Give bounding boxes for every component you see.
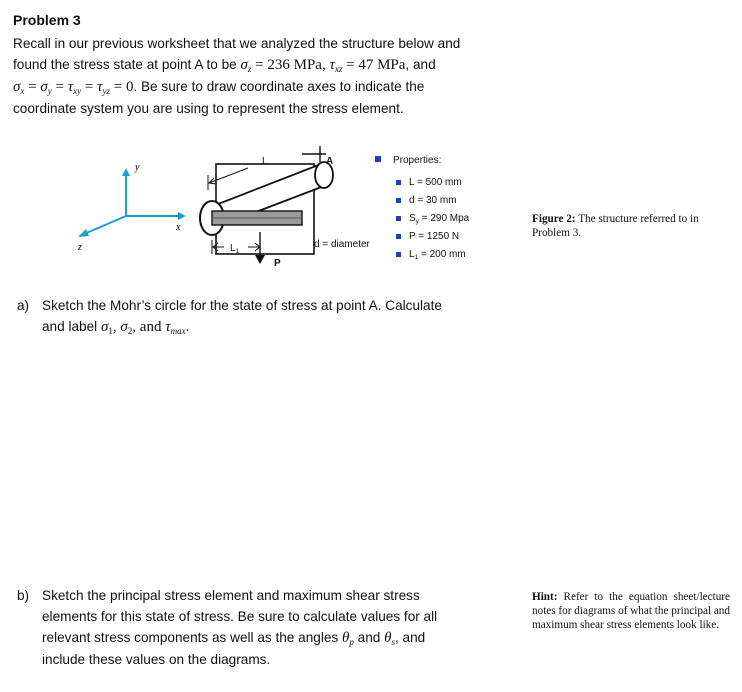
y-axis-label: y xyxy=(135,162,140,173)
property-l1: $L_1 = 200$ mm xyxy=(409,249,466,261)
problem-title: Problem 3 xyxy=(13,12,81,28)
part-b-line-1: Sketch the principal stress element and maximum shear stress xyxy=(42,588,420,603)
part-b xyxy=(17,585,514,670)
zero-stress-equation: $\sigma_x = \sigma_y = \tau_{xy} = \tau_{yz} = 0$ xyxy=(13,79,134,96)
dimension-l1-label: $L_1$ xyxy=(230,243,239,255)
part-b-line-3: relevant stress components as well as the angles $\theta_p$ and $\theta_s$, and xyxy=(42,630,426,647)
point-a-label: A xyxy=(326,156,334,167)
z-axis-label: z xyxy=(78,242,82,253)
tau-xz-value: 47 xyxy=(358,57,374,73)
load-p-label: P xyxy=(274,258,281,269)
dimension-l xyxy=(208,168,248,190)
coordinate-axes xyxy=(84,174,180,234)
properties-bullet xyxy=(375,156,381,162)
property-l: L = 500 mm xyxy=(409,177,462,188)
part-b-label: b) xyxy=(17,588,30,603)
load-p-arrow-icon xyxy=(255,255,265,264)
intro-line-3: $\sigma_x = \sigma_y = \tau_{xy} = \tau_{yz} = 0$. Be sure to draw coordinate axes to indicate the xyxy=(13,79,425,96)
intro-line-2: found the stress state at point A to be $\sigma_z = 236$ MPa, $\tau_{xz} = 47$ MPa, and xyxy=(13,57,436,74)
part-a-line-1: Sketch the Mohr’s circle for the state of stress at point A. Calculate xyxy=(42,298,442,313)
part-b-line-2: elements for this state of stress. Be sure to calculate values for all xyxy=(42,609,438,624)
intro-line-1: Recall in our previous worksheet that we analyzed the structure below and xyxy=(13,36,461,51)
x-axis-arrow-icon xyxy=(178,212,186,220)
z-axis-arrow-icon xyxy=(78,229,89,237)
intro-line-4: coordinate system you are using to represent the stress element. xyxy=(13,101,404,116)
z-axis-line xyxy=(84,216,126,234)
theta-p: $\theta_p$ xyxy=(341,630,354,647)
theta-s: $\theta_s$ xyxy=(384,630,395,647)
part-a xyxy=(17,295,532,338)
sigma-z-equation: $\sigma_z = 236$ MPa, $\tau_{xz} = 47$ MPa xyxy=(240,57,406,74)
x-axis-label: x xyxy=(176,222,181,233)
point-a-marker xyxy=(302,146,326,162)
part-a-label: a) xyxy=(17,298,30,313)
part-a-line-2: and label $\sigma_1$, $\sigma_2$, and $\tau_{max}$. xyxy=(42,319,190,336)
dimension-l-label: L xyxy=(262,156,268,167)
properties-title: Properties: xyxy=(393,155,442,166)
property-p: P = 1250 N xyxy=(409,231,460,242)
property-sy: $S_y = 290$ Mpa xyxy=(409,213,470,225)
part-a-symbols: $\sigma_1$, $\sigma_2$, and $\tau_{max}$. xyxy=(100,319,190,336)
figure-caption: Figure 2: The structure referred to in Problem 3. xyxy=(532,213,699,239)
diameter-label: d = diameter xyxy=(314,239,370,250)
hint-note: Hint: Refer to the equation sheet/lecture notes for diagrams of what the principal and maximum shear stress elements look like. xyxy=(532,591,730,631)
y-axis-arrow-icon xyxy=(122,168,130,176)
structure-figure xyxy=(62,128,532,278)
part-b-line-4: include these values on the diagrams. xyxy=(42,652,271,667)
sigma-z-value: 236 xyxy=(267,57,290,73)
property-d: d = 30 mm xyxy=(409,195,457,206)
problem-intro xyxy=(13,33,528,119)
